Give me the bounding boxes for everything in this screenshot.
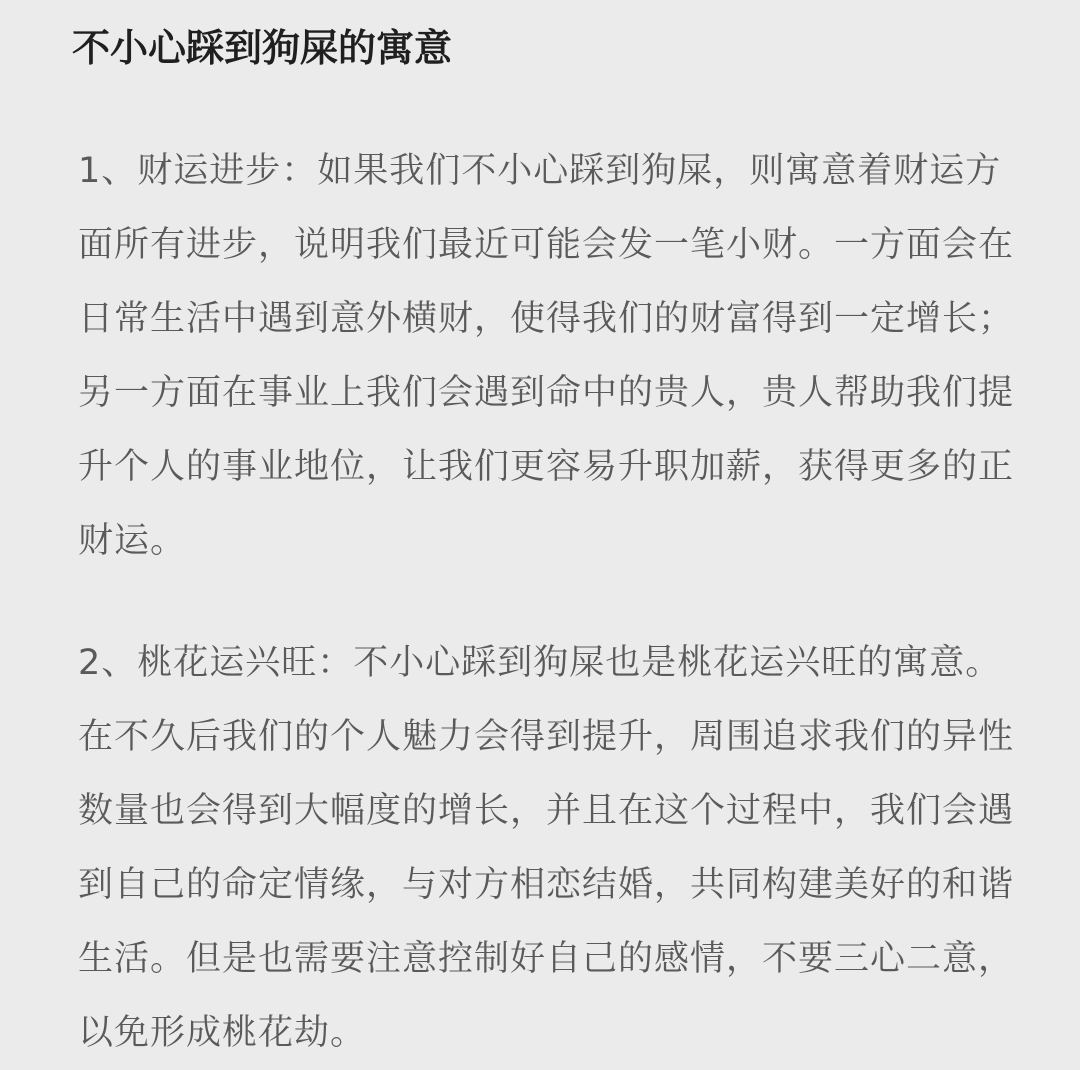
paragraph-romance-luck: 2、桃花运兴旺：不小心踩到狗屎也是桃花运兴旺的寓意。在不久后我们的个人魅力会得到提升，周围追求我们的异性数量也会得到大幅度的增长，并且在这个过程中，我们会遇到自己的命定情缘，与对方相恋结婚，共同构建美好的和谐生活。但是也需要注意控制好自己的感情，不要三心二意，以免形成桃花劫。 [78,643,1015,1053]
article-title: 不小心踩到狗屎的寓意 [72,26,453,70]
paragraph-wealth-luck: 1、财运进步：如果我们不小心踩到狗屎，则寓意着财运方面所有进步，说明我们最近可能会发一笔小财。一方面会在日常生活中遇到意外横财，使得我们的财富得到一定增长；另一方面在事业上我们会遇到命中的贵人，贵人帮助我们提升个人的事业地位，让我们更容易升职加薪，获得更多的正财运。 [78,151,1015,561]
